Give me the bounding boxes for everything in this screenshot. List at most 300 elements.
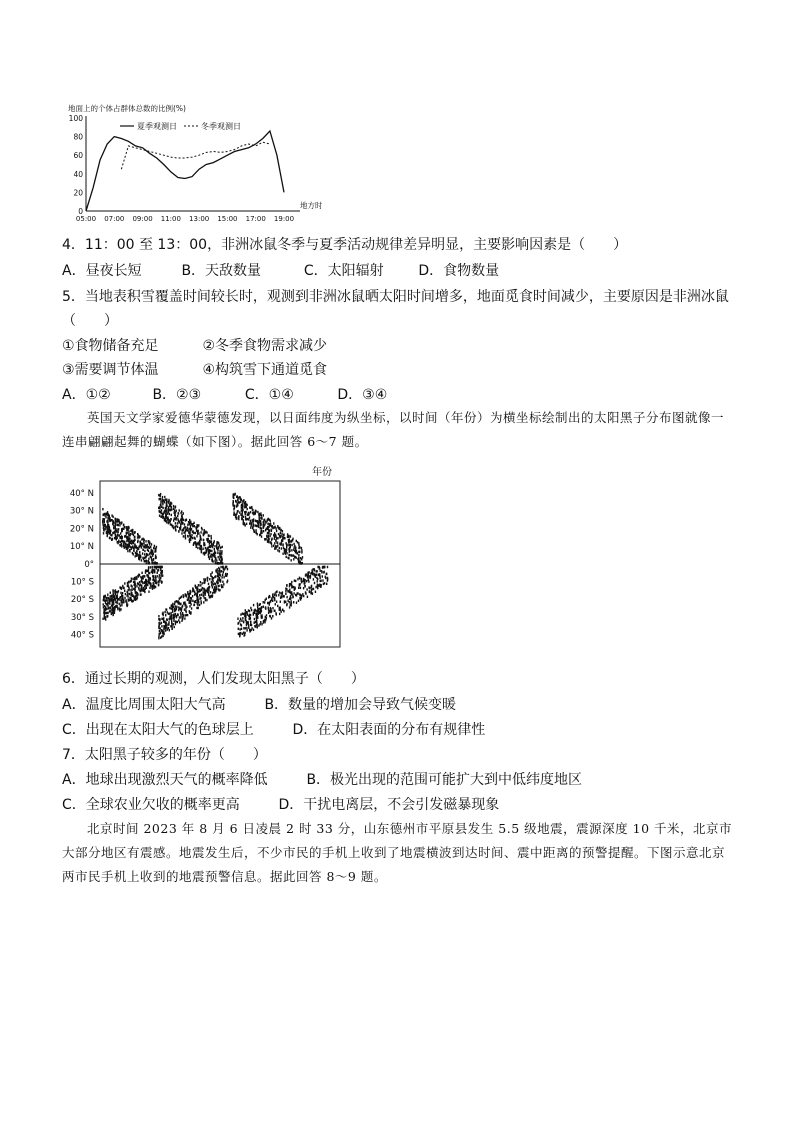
- sunspot-mark: [212, 571, 213, 573]
- sunspot-mark: [261, 615, 262, 617]
- sunspot-mark: [249, 522, 250, 524]
- sunspot-mark: [181, 510, 182, 512]
- sunspot-mark: [189, 605, 190, 607]
- sunspot-mark: [131, 548, 132, 550]
- sunspot-mark: [104, 617, 105, 619]
- sunspot-mark: [168, 621, 169, 623]
- sunspot-mark: [104, 518, 105, 520]
- sunspot-mark: [113, 601, 114, 603]
- sunspot-mark: [217, 570, 218, 572]
- sunspot-mark: [141, 572, 142, 574]
- sunspot-mark: [261, 606, 262, 608]
- sunspot-mark: [117, 534, 118, 536]
- sunspot-mark: [136, 553, 137, 555]
- sunspot-mark: [271, 543, 272, 545]
- sunspot-mark: [126, 536, 127, 538]
- sunspot-mark: [275, 545, 276, 547]
- sunspot-mark: [162, 613, 163, 615]
- sunspot-mark: [277, 605, 278, 607]
- sunspot-mark: [159, 515, 160, 517]
- sunspot-mark: [187, 524, 188, 526]
- sunspot-mark: [217, 573, 218, 575]
- sunspot-mark: [160, 503, 161, 505]
- sunspot-mark: [239, 620, 240, 622]
- sunspot-mark: [162, 570, 163, 572]
- sunspot-mark: [167, 619, 168, 621]
- sunspot-mark: [107, 517, 108, 519]
- sunspot-mark: [195, 585, 196, 587]
- q4-option-c[interactable]: C．太阳辐射: [303, 263, 384, 279]
- sunspot-mark: [158, 507, 159, 509]
- sunspot-mark: [319, 573, 320, 575]
- sunspot-mark: [190, 599, 191, 601]
- sunspot-mark: [169, 629, 170, 631]
- q6-option-b[interactable]: B．数量的增加会导致气候变暖: [264, 697, 457, 713]
- sunspot-mark: [275, 527, 276, 529]
- sunspot-mark: [276, 590, 277, 592]
- sunspot-mark: [216, 587, 217, 589]
- sunspot-mark: [153, 547, 154, 549]
- sunspot-mark: [182, 618, 183, 620]
- sunspot-mark: [161, 581, 162, 583]
- sunspot-mark: [264, 619, 265, 621]
- sunspot-mark: [147, 575, 148, 577]
- sunspot-mark: [260, 621, 261, 623]
- sunspot-mark: [225, 566, 226, 568]
- sunspot-mark: [156, 582, 157, 584]
- sunspot-mark: [281, 547, 282, 549]
- sunspot-mark: [184, 608, 185, 610]
- sunspot-mark: [152, 550, 153, 552]
- sunspot-mark: [308, 571, 309, 573]
- sunspot-mark: [320, 580, 321, 582]
- q5-option-a[interactable]: A．①②: [62, 387, 111, 403]
- sunspot-mark: [113, 532, 114, 534]
- sunspot-mark: [183, 594, 184, 596]
- sunspot-mark: [280, 529, 281, 531]
- sunspot-mark: [214, 548, 215, 550]
- sunspot-mark: [251, 609, 252, 611]
- sunspot-mark: [260, 612, 261, 614]
- sunspot-mark: [297, 541, 298, 543]
- sunspot-mark: [117, 602, 118, 604]
- sunspot-mark: [271, 529, 272, 531]
- sunspot-mark: [245, 511, 246, 513]
- sunspot-mark: [282, 593, 283, 595]
- sunspot-mark: [305, 585, 306, 587]
- sunspot-mark: [152, 569, 153, 571]
- sunspot-mark: [102, 518, 103, 520]
- sunspot-mark: [252, 509, 253, 511]
- sunspot-mark: [174, 626, 175, 628]
- sunspot-mark: [258, 526, 259, 528]
- sunspot-mark: [104, 599, 105, 601]
- sunspot-mark: [254, 625, 255, 627]
- sunspot-mark: [283, 534, 284, 536]
- sunspot-mark: [190, 597, 191, 599]
- sunspot-mark: [171, 506, 172, 508]
- sunspot-mark: [293, 595, 294, 597]
- sunspot-mark: [199, 594, 200, 596]
- sunspot-mark: [245, 616, 246, 618]
- sunspot-mark: [298, 587, 299, 589]
- sunspot-mark: [210, 596, 211, 598]
- sunspot-mark: [220, 547, 221, 549]
- sunspot-mark: [281, 543, 282, 545]
- sunspot-mark: [192, 595, 193, 597]
- sunspot-mark: [212, 580, 213, 582]
- sunspot-mark: [117, 518, 118, 520]
- sunspot-mark: [158, 635, 159, 637]
- q5-stem-line1: 5．当地表积雪覆盖时间较长时，观测到非洲冰鼠晒太阳时间增多，地面觅食时间减少，主要原因是非洲冰鼠: [62, 289, 729, 305]
- sunspot-mark: [259, 518, 260, 520]
- sunspot-mark: [155, 575, 156, 577]
- sunspot-mark: [104, 528, 105, 530]
- chart2-ytick-label: 40° N: [69, 489, 94, 499]
- sunspot-mark: [146, 560, 147, 562]
- sunspot-mark: [161, 506, 162, 508]
- sunspot-mark: [196, 598, 197, 600]
- sunspot-mark: [125, 600, 126, 602]
- sunspot-mark: [282, 543, 283, 545]
- sunspot-mark: [202, 548, 203, 550]
- sunspot-mark: [313, 578, 314, 580]
- sunspot-mark: [214, 576, 215, 578]
- sunspot-mark: [248, 518, 249, 520]
- sunspot-mark: [164, 518, 165, 520]
- sunspot-mark: [291, 554, 292, 556]
- sunspot-mark: [289, 591, 290, 593]
- sunspot-mark: [148, 550, 149, 552]
- sunspot-mark: [110, 519, 111, 521]
- sunspot-mark: [279, 547, 280, 549]
- sunspot-mark: [300, 594, 301, 596]
- sunspot-mark: [153, 586, 154, 588]
- sunspot-mark: [203, 552, 204, 554]
- q6-option-d[interactable]: D．在太阳表面的分布有规律性: [292, 722, 486, 738]
- sunspot-mark: [279, 527, 280, 529]
- sunspot-mark: [131, 589, 132, 591]
- sunspot-mark: [251, 624, 252, 626]
- chart1-ytick-label: 60: [73, 151, 83, 161]
- sunspot-mark: [286, 604, 287, 606]
- sunspot-mark: [144, 546, 145, 548]
- sunspot-mark: [185, 607, 186, 609]
- sunspot-mark: [250, 511, 251, 513]
- sunspot-mark: [252, 521, 253, 523]
- sunspot-mark: [181, 532, 182, 534]
- sunspot-mark: [163, 627, 164, 629]
- q4-option-a[interactable]: A．昼夜长短: [62, 263, 142, 279]
- sunspot-mark: [279, 534, 280, 536]
- sunspot-mark: [275, 612, 276, 614]
- sunspot-mark: [160, 501, 161, 503]
- sunspot-mark: [123, 601, 124, 603]
- sunspot-mark: [200, 600, 201, 602]
- passage-sunspot: 英国天文学家爱德华蒙德发现，以日面纬度为纵坐标，以时间（年份）为横坐标绘制出的太阳黑子分布图就像一连串翩翩起舞的蝴蝶（如下图）。据此回答 6～7 题。: [62, 410, 725, 449]
- sunspot-mark: [208, 551, 209, 553]
- sunspot-mark: [290, 597, 291, 599]
- sunspot-mark: [170, 502, 171, 504]
- sunspot-mark: [160, 498, 161, 500]
- sunspot-mark: [177, 601, 178, 603]
- sunspot-mark: [242, 613, 243, 615]
- sunspot-mark: [221, 584, 222, 586]
- sunspot-mark: [213, 577, 214, 579]
- sunspot-mark: [320, 584, 321, 586]
- sunspot-mark: [141, 586, 142, 588]
- sunspot-mark: [322, 566, 323, 568]
- sunspot-mark: [198, 532, 199, 534]
- sunspot-mark: [263, 530, 264, 532]
- chart1-ytick-label: 40: [73, 169, 83, 179]
- sunspot-mark: [107, 520, 108, 522]
- sunspot-mark: [290, 544, 291, 546]
- sunspot-mark: [122, 585, 123, 587]
- sunspot-mark: [285, 601, 286, 603]
- sunspot-mark: [135, 578, 136, 580]
- q7-option-a[interactable]: A．地球出现激烈天气的概率降低: [62, 772, 268, 788]
- sunspot-mark: [249, 617, 250, 619]
- sunspot-mark: [202, 582, 203, 584]
- q7-option-d[interactable]: D．干扰电离层，不会引发磁暴现象: [278, 797, 500, 813]
- sunspot-mark: [211, 581, 212, 583]
- sunspot-mark: [125, 593, 126, 595]
- sunspot-mark: [219, 544, 220, 546]
- sunspot-mark: [270, 615, 271, 617]
- sunspot-mark: [189, 541, 190, 543]
- sunspot-mark: [286, 550, 287, 552]
- q5-stem-line2: （ ）: [62, 313, 118, 329]
- sunspot-mark: [272, 615, 273, 617]
- sunspot-mark: [186, 519, 187, 521]
- sunspot-mark: [181, 521, 182, 523]
- sunspot-mark: [294, 545, 295, 547]
- sunspot-mark: [234, 494, 235, 496]
- q7-option-c[interactable]: C．全球农业欠收的概率更高: [62, 797, 240, 813]
- sunspot-mark: [115, 524, 116, 526]
- sunspot-mark: [170, 509, 171, 511]
- sunspot-mark: [148, 566, 149, 568]
- sunspot-mark: [162, 635, 163, 637]
- sunspot-mark: [276, 542, 277, 544]
- sunspot-mark: [197, 547, 198, 549]
- sunspot-mark: [142, 552, 143, 554]
- sunspot-mark: [200, 590, 201, 592]
- sunspot-mark: [272, 607, 273, 609]
- sunspot-mark: [242, 633, 243, 635]
- sunspot-mark: [137, 596, 138, 598]
- sunspot-mark: [255, 510, 256, 512]
- sunspot-mark: [173, 616, 174, 618]
- sunspot-mark: [166, 499, 167, 501]
- sunspot-mark: [266, 535, 267, 537]
- sunspot-mark: [204, 544, 205, 546]
- sunspot-mark: [153, 570, 154, 572]
- sunspot-mark: [119, 524, 120, 526]
- sunspot-mark: [127, 544, 128, 546]
- q6-option-c[interactable]: C．出现在太阳大气的色球层上: [62, 722, 254, 738]
- q5-option-d[interactable]: D．③④: [337, 387, 388, 403]
- sunspot-mark: [220, 574, 221, 576]
- sunspot-mark: [287, 536, 288, 538]
- sunspot-mark: [174, 512, 175, 514]
- sunspot-mark: [240, 613, 241, 615]
- q5-option-c[interactable]: C．①④: [244, 387, 294, 403]
- sunspot-mark: [124, 590, 125, 592]
- sunspot-mark: [311, 588, 312, 590]
- sunspot-mark: [222, 546, 223, 548]
- sunspot-mark: [189, 521, 190, 523]
- sunspot-mark: [120, 608, 121, 610]
- sunspot-mark: [137, 593, 138, 595]
- sunspot-mark: [190, 591, 191, 593]
- sunspot-mark: [289, 540, 290, 542]
- sunspot-mark: [189, 539, 190, 541]
- sunspot-mark: [204, 529, 205, 531]
- q4-option-b[interactable]: B．天敌数量: [181, 263, 262, 279]
- q7-option-b[interactable]: B．极光出现的范围可能扩大到中低纬度地区: [306, 772, 583, 788]
- sunspot-mark: [139, 584, 140, 586]
- sunspot-mark: [123, 587, 124, 589]
- sunspot-mark: [295, 594, 296, 596]
- sunspot-mark: [285, 587, 286, 589]
- sunspot-mark: [162, 632, 163, 634]
- sunspot-mark: [317, 578, 318, 580]
- sunspot-mark: [105, 513, 106, 515]
- sunspot-mark: [134, 539, 135, 541]
- sunspot-mark: [263, 514, 264, 516]
- sunspot-mark: [290, 535, 291, 537]
- q4-option-d[interactable]: D．食物数量: [418, 263, 500, 279]
- sunspot-mark: [161, 622, 162, 624]
- sunspot-mark: [193, 604, 194, 606]
- sunspot-mark: [133, 600, 134, 602]
- sunspot-mark: [187, 591, 188, 593]
- sunspot-mark: [264, 538, 265, 540]
- q5-statement-4: ④构筑雪下通道觅食: [202, 362, 328, 378]
- sunspot-mark: [165, 614, 166, 616]
- sunspot-mark: [139, 551, 140, 553]
- sunspot-mark: [319, 585, 320, 587]
- sunspot-mark: [156, 562, 157, 564]
- sunspot-mark: [212, 578, 213, 580]
- sunspot-mark: [167, 511, 168, 513]
- sunspot-mark: [183, 529, 184, 531]
- sunspot-mark: [208, 586, 209, 588]
- sunspot-mark: [210, 541, 211, 543]
- sunspot-mark: [177, 518, 178, 520]
- sunspot-mark: [271, 599, 272, 601]
- sunspot-mark: [185, 604, 186, 606]
- sunspot-mark: [211, 556, 212, 558]
- sunspot-mark: [314, 582, 315, 584]
- sunspot-mark: [120, 596, 121, 598]
- sunspot-mark: [159, 622, 160, 624]
- sunspot-mark: [121, 600, 122, 602]
- sunspot-mark: [253, 629, 254, 631]
- sunspot-mark: [141, 538, 142, 540]
- sunspot-mark: [107, 594, 108, 596]
- sunspot-mark: [117, 542, 118, 544]
- sunspot-mark: [121, 545, 122, 547]
- sunspot-mark: [174, 526, 175, 528]
- q4-options: [62, 262, 499, 280]
- sunspot-mark: [172, 525, 173, 527]
- sunspot-mark: [253, 612, 254, 614]
- legend-winter-label: 冬季观测日: [201, 122, 241, 131]
- sunspot-mark: [179, 607, 180, 609]
- sunspot-mark: [146, 553, 147, 555]
- q6-option-a[interactable]: A．温度比周围太阳大气高: [62, 697, 226, 713]
- sunspot-mark: [158, 566, 159, 568]
- sunspot-mark: [174, 601, 175, 603]
- sunspot-mark: [179, 598, 180, 600]
- sunspot-mark: [150, 578, 151, 580]
- sunspot-mark: [112, 516, 113, 518]
- q5-option-b[interactable]: B．②③: [152, 387, 202, 403]
- sunspot-mark: [211, 540, 212, 542]
- sunspot-mark: [255, 529, 256, 531]
- sunspot-mark: [110, 592, 111, 594]
- sunspot-mark: [251, 506, 252, 508]
- sunspot-mark: [204, 594, 205, 596]
- sunspot-mark: [281, 611, 282, 613]
- sunspot-mark: [327, 579, 328, 581]
- sunspot-mark: [194, 525, 195, 527]
- sunspot-mark: [256, 613, 257, 615]
- sunspot-mark: [291, 544, 292, 546]
- sunspot-mark: [189, 534, 190, 536]
- sunspot-mark: [263, 621, 264, 623]
- sunspot-mark: [269, 535, 270, 537]
- sunspot-mark: [130, 533, 131, 535]
- sunspot-mark: [288, 554, 289, 556]
- sunspot-mark: [137, 540, 138, 542]
- sunspot-mark: [250, 527, 251, 529]
- sunspot-mark: [261, 532, 262, 534]
- sunspot-mark: [155, 579, 156, 581]
- sunspot-mark: [118, 540, 119, 542]
- sunspot-mark: [286, 596, 287, 598]
- sunspot-mark: [111, 595, 112, 597]
- q5-statements-row1: [62, 337, 327, 355]
- sunspot-mark: [291, 586, 292, 588]
- sunspot-mark: [287, 557, 288, 559]
- sunspot-mark: [144, 553, 145, 555]
- sunspot-mark: [200, 548, 201, 550]
- sunspot-mark: [103, 609, 104, 611]
- sunspot-mark: [237, 622, 238, 624]
- sunspot-mark: [299, 546, 300, 548]
- sunspot-mark: [274, 610, 275, 612]
- sunspot-mark: [211, 537, 212, 539]
- chart1-xtick-label: 09:00: [132, 215, 153, 223]
- sunspot-mark: [112, 590, 113, 592]
- sunspot-mark: [183, 603, 184, 605]
- sunspot-mark: [274, 526, 275, 528]
- sunspot-mark: [116, 521, 117, 523]
- sunspot-mark: [263, 527, 264, 529]
- sunspot-mark: [233, 497, 234, 499]
- sunspot-mark: [289, 606, 290, 608]
- sunspot-mark: [323, 583, 324, 585]
- sunspot-mark: [125, 543, 126, 545]
- sunspot-mark: [196, 544, 197, 546]
- sunspot-mark: [123, 543, 124, 545]
- sunspot-mark: [324, 582, 325, 584]
- sunspot-mark: [144, 585, 145, 587]
